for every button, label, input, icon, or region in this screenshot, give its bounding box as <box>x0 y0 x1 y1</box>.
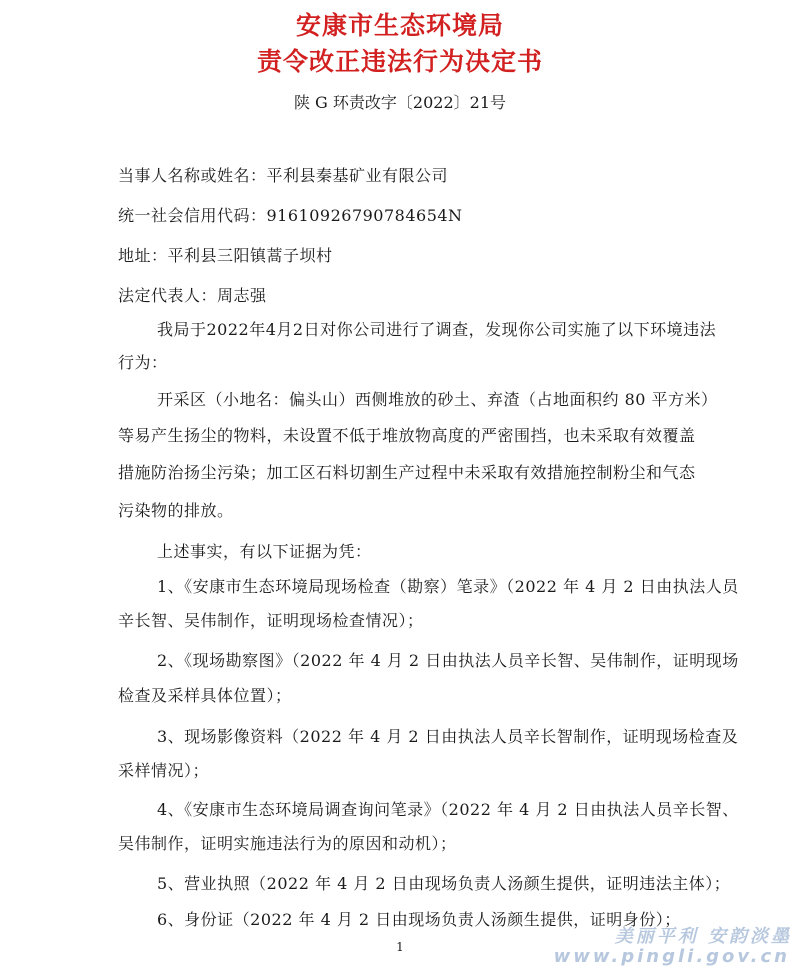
evidence-item: 3、现场影像资料（2022 年 4 月 2 日由执法人员辛长智制作，证明现场检查及 <box>157 727 739 746</box>
evidence-item: 2、《现场勘察图》（2022 年 4 月 2 日由执法人员辛长智、吴伟制作，证明现场 <box>157 651 739 670</box>
body-line: 我局于2022年4月2日对你公司进行了调查，发现你公司实施了以下环境违法 <box>157 320 717 339</box>
party-name: 当事人名称或姓名：平利县秦基矿业有限公司 <box>118 166 449 185</box>
page-number: 1 <box>396 940 404 954</box>
evidence-item: 吴伟制作，证明实施违法行为的原因和动机）； <box>118 834 457 853</box>
document-number: 陕 G 环责改字〔2022〕21号 <box>293 93 507 112</box>
legal-representative: 法定代表人：周志强 <box>118 286 267 305</box>
watermark-slogan: 美丽平利 安韵淡墨 <box>614 926 792 947</box>
evidence-item: 采样情况）； <box>118 761 210 780</box>
body-line: 措施防治扬尘污染；加工区石料切割生产过程中未采取有效措施控制粉尘和气态 <box>118 463 696 482</box>
document-title: 责令改正违法行为决定书 <box>256 47 543 76</box>
party-address: 地址：平利县三阳镇蒿子坝村 <box>118 246 333 265</box>
credit-code: 统一社会信用代码：91610926790784654N <box>118 206 463 225</box>
evidence-item: 5、营业执照（2022 年 4 月 2 日由现场负责人汤颜生提供，证明违法主体）； <box>157 874 731 893</box>
evidence-item: 检查及采样具体位置）； <box>118 686 292 705</box>
evidence-item: 辛长智、吴伟制作，证明现场检查情况）； <box>118 611 424 630</box>
body-line: 上述事实，有以下证据为凭： <box>157 542 372 561</box>
evidence-item: 1、《安康市生态环境局现场检查（勘察）笔录》（2022 年 4 月 2 日由执法人员 <box>157 577 739 596</box>
watermark-url: www.pingli.gov.cn <box>553 946 790 967</box>
agency-title: 安康市生态环境局 <box>295 11 504 40</box>
body-line: 行为： <box>118 353 168 372</box>
body-line: 开采区（小地名：偏头山）西侧堆放的砂土、弃渣（占地面积约 80 平方米） <box>157 390 718 409</box>
evidence-item: 6、身份证（2022 年 4 月 2 日由现场负责人汤颜生提供，证明身份）； <box>157 910 681 929</box>
body-line: 等易产生扬尘的物料，未设置不低于堆放物高度的严密围挡，也未采取有效覆盖 <box>118 426 696 445</box>
evidence-item: 4、《安康市生态环境局调查询问笔录》（2022 年 4 月 2 日由执法人员辛长智、 <box>157 800 739 819</box>
body-line: 污染物的排放。 <box>118 501 234 520</box>
